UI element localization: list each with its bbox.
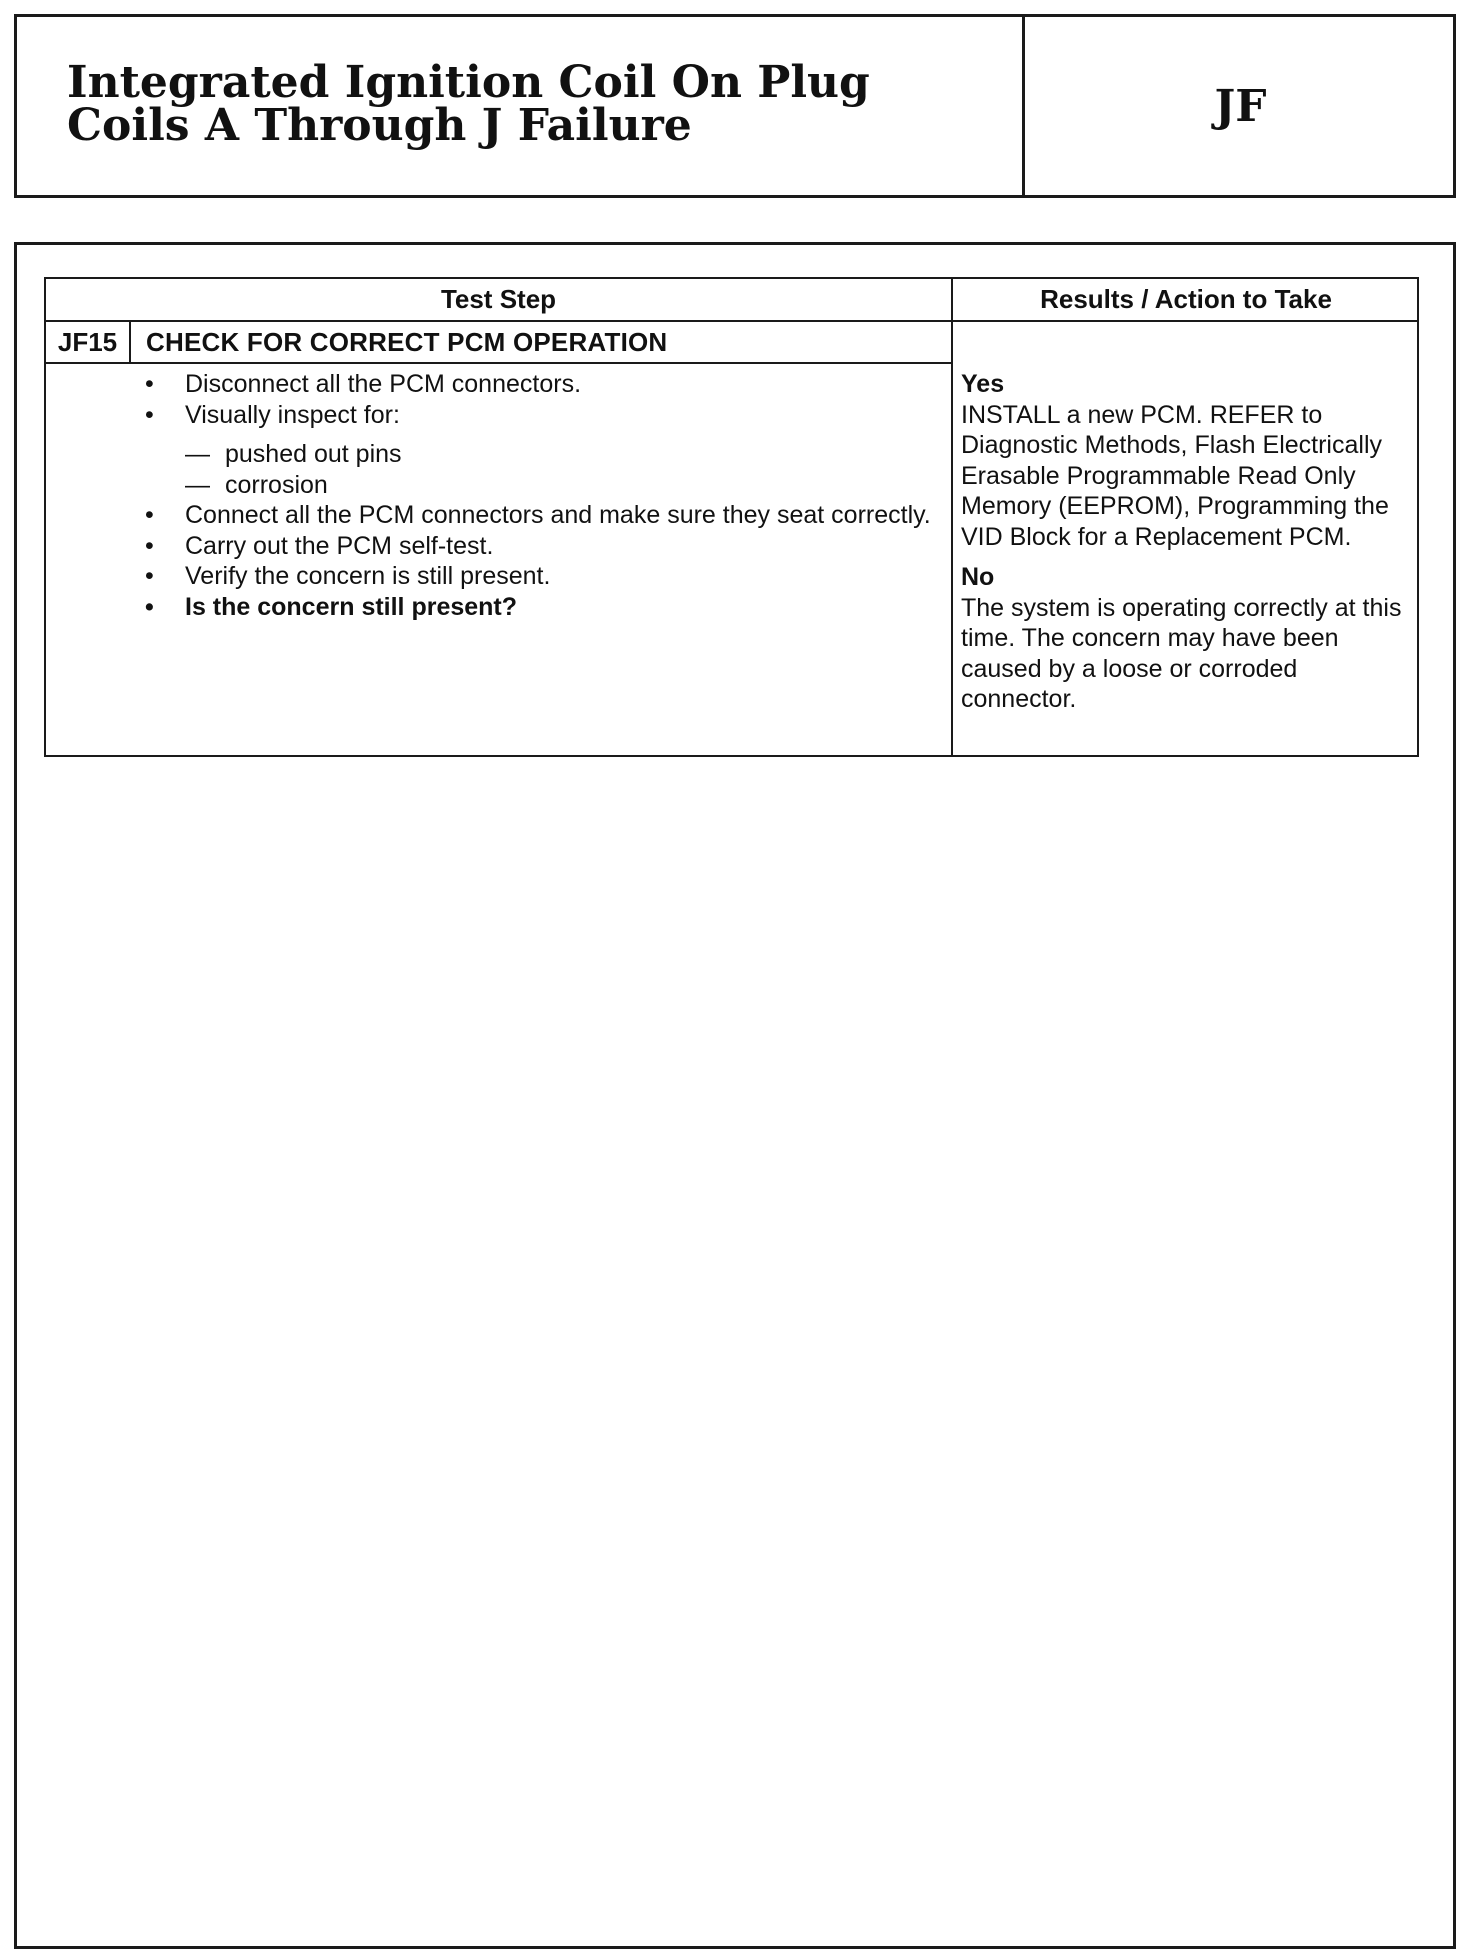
page-title: Integrated Ignition Coil On Plug Coils A Through J Failure — [67, 57, 870, 151]
instruction-text: Carry out the PCM self-test. — [185, 531, 494, 560]
column-header-results: Results / Action to Take — [1040, 284, 1332, 314]
result-yes — [961, 369, 1416, 552]
result-yes-label: Yes — [961, 370, 1005, 398]
column-header-test-step: Test Step — [440, 284, 557, 314]
bullet-icon: • — [145, 370, 154, 398]
results-column — [961, 369, 1416, 725]
instruction-text: Disconnect all the PCM connectors. — [185, 370, 582, 398]
test-step-table — [44, 277, 1419, 757]
result-no — [961, 562, 1416, 715]
instruction-list — [141, 369, 941, 622]
sub-item-text: corrosion — [225, 470, 328, 499]
instruction-question — [141, 592, 941, 623]
inspection-sub-list — [185, 439, 941, 500]
step-id: JF15 — [57, 326, 118, 357]
sub-item — [185, 470, 941, 501]
result-yes-text: INSTALL a new PCM. REFER to Diagnostic Methods, Flash Electrically Erasable Programmable Read Only Memory (EEPROM), Programming the VID Block for a Replacement PCM. — [961, 400, 1389, 551]
instruction-text: Connect all the PCM connectors and make sure they seat correctly. — [185, 501, 931, 529]
instruction-item — [141, 369, 941, 400]
bullet-icon: • — [145, 531, 154, 560]
result-no-text: The system is operating correctly at this time. The concern may have been caused by a loose or corroded connector. — [961, 593, 1402, 713]
header-box — [14, 14, 1456, 198]
instruction-text: Visually inspect for: — [185, 400, 400, 429]
result-no-label: No — [961, 563, 995, 591]
bullet-icon: • — [145, 562, 154, 590]
column-divider — [951, 279, 953, 755]
sub-item — [185, 439, 941, 470]
instruction-text: Is the concern still present? — [185, 592, 518, 621]
instruction-item — [141, 561, 941, 592]
bullet-icon: • — [145, 501, 154, 529]
section-code: JF — [1214, 80, 1267, 132]
step-title: CHECK FOR CORRECT PCM OPERATION — [146, 326, 668, 357]
step-row-divider — [46, 362, 953, 364]
bullet-icon: • — [145, 592, 154, 621]
step-id-divider — [129, 320, 131, 362]
instruction-item — [141, 400, 941, 501]
dash-icon: — — [185, 470, 210, 499]
dash-icon: — — [185, 440, 210, 468]
bullet-icon: • — [145, 400, 154, 429]
sub-item-text: pushed out pins — [225, 440, 402, 468]
instruction-item — [141, 500, 941, 531]
instruction-text: Verify the concern is still present. — [185, 562, 551, 590]
instruction-item — [141, 531, 941, 562]
